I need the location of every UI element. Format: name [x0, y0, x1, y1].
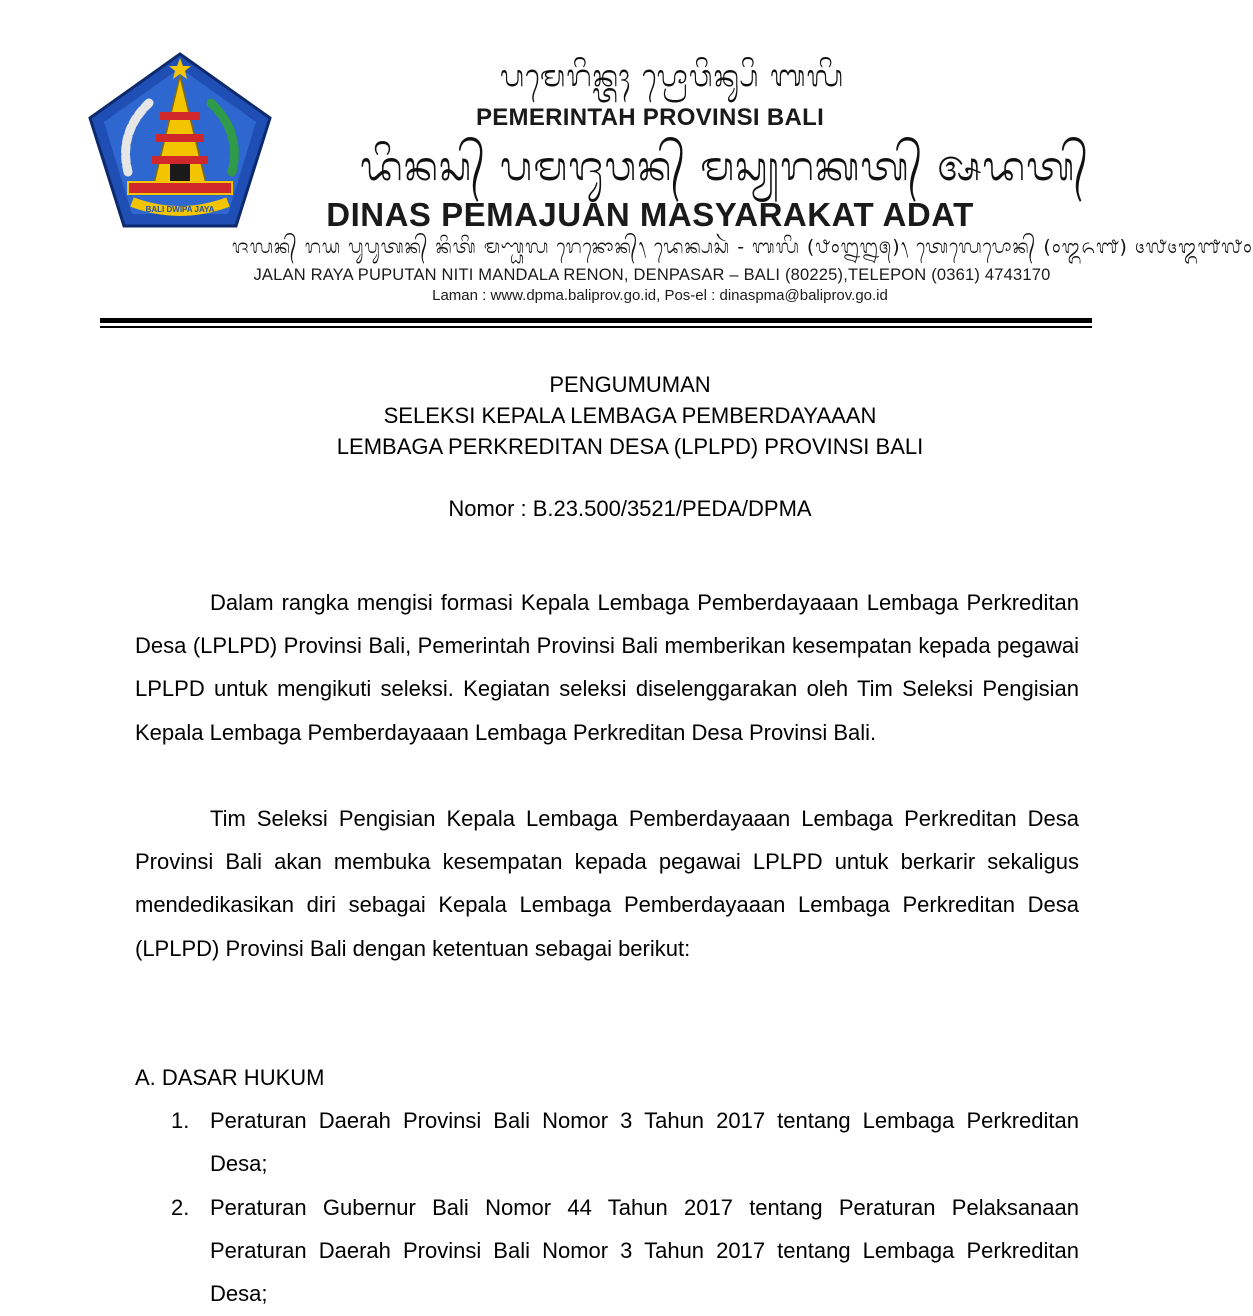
announcement-subtitle-1: SELEKSI KEPALA LEMBAGA PEMBERDAYAAAN: [383, 403, 877, 428]
list-item-text: Peraturan Daerah Provinsi Bali Nomor 3 Tahun 2017 tentang Lembaga Perkreditan Desa;: [210, 1108, 1079, 1177]
logo-motto: BALI DWIPA JAYA: [145, 205, 215, 214]
letterhead-divider-thick: [100, 318, 1092, 323]
list-item: [135, 1186, 1079, 1316]
paragraph-1-text: Dalam rangka mengisi formasi Kepala Lembaga Pemberdayaaan Lembaga Perkreditan Desa (LPLPD) Provinsi Bali, Pemerintah Provinsi Bali memberikan kesempatan kepada pegawai LPLPD untuk mengikuti seleksi. Kegiatan seleksi diselenggarakan oleh Tim Seleksi Pengisian Kepala Lembaga Pemberdayaaan Lembaga Perkreditan Desa Provinsi Bali.: [135, 590, 1079, 745]
letterhead-divider-thin: [100, 326, 1092, 328]
announcement-title: PENGUMUMAN: [549, 372, 711, 397]
list-item-number: 1.: [171, 1108, 190, 1133]
balinese-script-agency: ᬤᬶᬦᬲ᭄ ᬧᬫᬚᬸᬯᬦ᭄ ᬫᬲ᭄ᬬᬭᬓᬢ᭄ ᬅᬤᬢ᭄: [360, 144, 1090, 190]
agency-website-email: Laman : www.dpma.baliprov.go.id, Pos-el : dinaspma@baliprov.go.id: [432, 287, 888, 304]
document-number: Nomor : B.23.500/3521/PEDA/DPMA: [448, 496, 812, 521]
paragraph-2: [135, 797, 1079, 970]
section-a-heading: A. DASAR HUKUM: [135, 1065, 325, 1090]
paragraph-1: [135, 581, 1079, 754]
paragraph-2-text: Tim Seleksi Pengisian Kepala Lembaga Pemberdayaaan Lembaga Perkreditan Desa Provinsi Bali akan membuka kesempatan kepada pegawai LPLPD untuk berkarir sekaligus mendedikasikan diri sebagai Kepala Lembaga Pemberdayaaan Lembaga Perkreditan Desa (LPLPD) Provinsi Bali dengan ketentuan sebagai berikut:: [135, 806, 1079, 961]
list-item: [135, 1099, 1079, 1185]
announcement-subtitle-2: LEMBAGA PERKREDITAN DESA (LPLPD) PROVINSI BALI: [336, 434, 924, 459]
balinese-script-province: ᬧᬫᬾᬭᬶᬦ᭄ᬢᬄ ᬧ᭄ᬭᭀᬯᬶᬦ᭄ᬲᬶ ᬩᬮᬶ: [500, 59, 845, 94]
balinese-script-address: ᬚᬮᬦ᭄ ᬭᬬ ᬧᬸᬧᬸᬢᬦ᭄ ᬦᬶᬢᬶ ᬫᬡ᭄ᬟᬮ ᬭᬾᬦᭀᬦ᭄᭞ ᬤᬾᬦ᭄ᬧᬲᬃ - ᬩᬮᬶ (᭘᭐᭒᭒᭕)᭞ ᬢᬾᬮᬾᬧᭀᬦ᭄ (᭐᭓᭖᭑) ᭔᭗᭔᭓᭑᭗᭐: [232, 236, 1253, 258]
bali-province-emblem: [88, 52, 272, 230]
government-name: PEMERINTAH PROVINSI BALI: [475, 104, 825, 131]
list-item-number: 2.: [171, 1195, 190, 1220]
list-item-text: Peraturan Gubernur Bali Nomor 44 Tahun 2017 tentang Peraturan Pelaksanaan Peraturan Daerah Provinsi Bali Nomor 3 Tahun 2017 tentang Lembaga Perkreditan Desa;: [210, 1195, 1079, 1307]
agency-name: DINAS PEMAJUAN MASYARAKAT ADAT: [326, 196, 974, 233]
agency-address: JALAN RAYA PUPUTAN NITI MANDALA RENON, DENPASAR – BALI (80225),TELEPON (0361) 4743170: [253, 266, 1051, 284]
